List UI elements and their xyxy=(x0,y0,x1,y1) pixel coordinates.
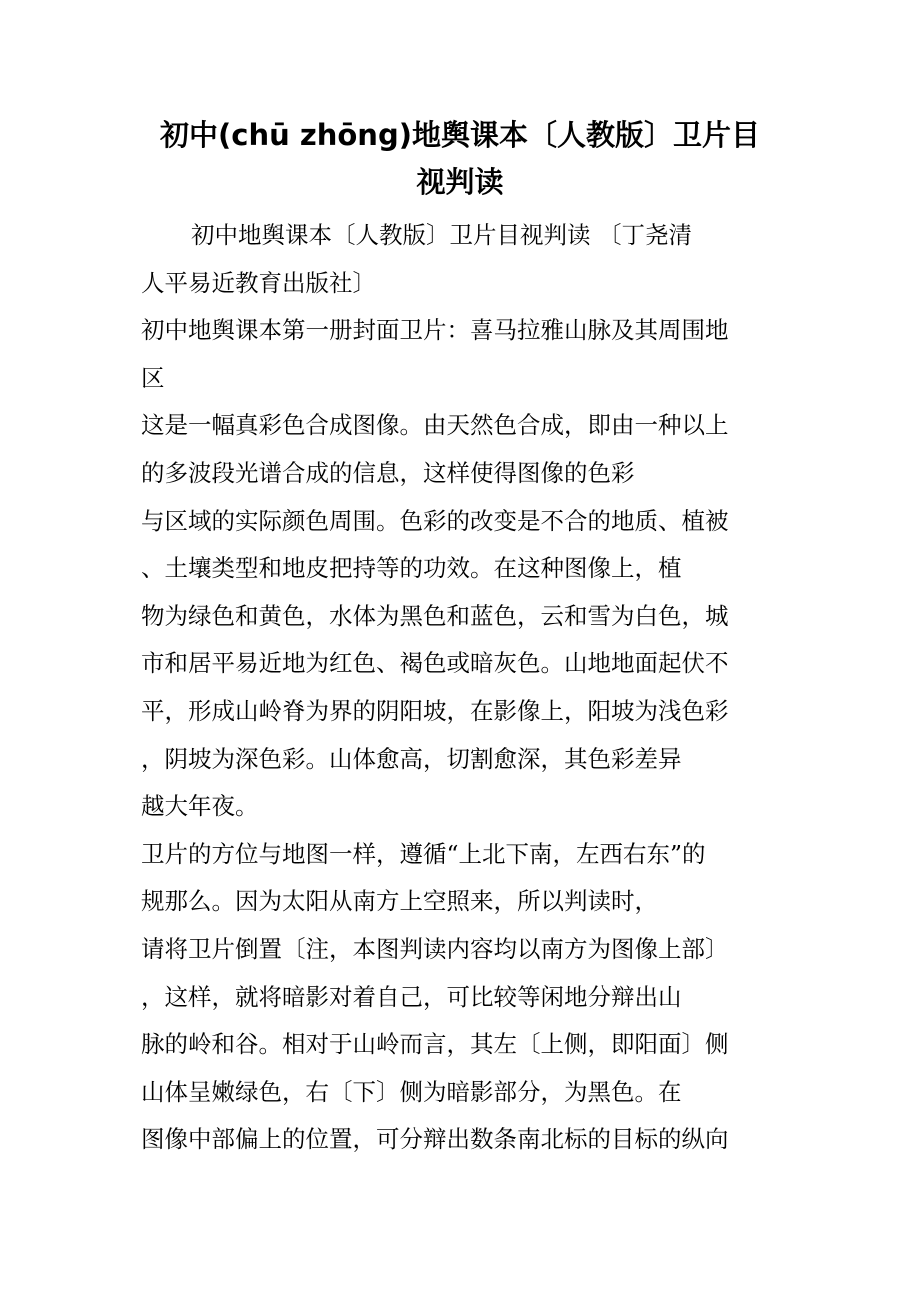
text-line: 规那么。因为太阳从南方上空照来，所以判读时， xyxy=(141,887,658,916)
text-line: 请将卫片倒置〔注，本图判读内容均以南方为图像上部〕 xyxy=(141,934,729,963)
text-line: 平，形成山岭脊为界的阴阳坡，在影像上，阳坡为浅色彩 xyxy=(141,696,729,725)
text-line: 图像中部偏上的位置，可分辩出数条南北标的目标的纵向 xyxy=(141,1125,729,1154)
text-line: ，阴坡为深色彩。山体愈高，切割愈深，其色彩差异 xyxy=(141,744,682,773)
text-line: 、土壤类型和地皮把持等的功效。在这种图像上，植 xyxy=(141,554,682,583)
text-line: 初中地舆课本第一册封面卫片：喜马拉雅山脉及其周围地 xyxy=(141,316,729,345)
text-line: 物为绿色和黄色，水体为黑色和蓝色，云和雪为白色，城 xyxy=(141,601,729,630)
text-line: 与区域的实际颜色周围。色彩的改变是不合的地质、植被 xyxy=(141,506,729,535)
document-body xyxy=(141,212,781,1164)
text-line: 这是一幅真彩色合成图像。由天然色合成，即由一种以上 xyxy=(141,411,729,440)
text-line: 脉的岭和谷。相对于山岭而言，其左〔上侧，即阳面〕侧 xyxy=(141,1030,729,1059)
text-line: 的多波段光谱合成的信息，这样使得图像的色彩 xyxy=(141,458,635,487)
text-line: 市和居平易近地为红色、褐色或暗灰色。山地地面起伏不 xyxy=(141,649,729,678)
title-line: 视判读 xyxy=(416,165,504,199)
text-line: 卫片的方位与地图一样，遵循“上北下南，左西右东”的 xyxy=(141,839,706,868)
text-line: 人平易近教育出版社〕 xyxy=(141,268,376,297)
text-line: 越大年夜。 xyxy=(141,792,259,821)
subtitle-line: 初中地舆课本〔人教版〕卫片目视判读 〔丁尧清 xyxy=(191,221,692,249)
text-line: 区 xyxy=(141,363,165,392)
document-title xyxy=(120,112,800,206)
text-line: 山体呈嫩绿色，右〔下〕侧为暗影部分，为黑色。在 xyxy=(141,1077,682,1106)
title-line: 初中(chū zhōng)地舆课本〔人教版〕卫片目 xyxy=(160,118,760,152)
text-line: ，这样，就将暗影对着自己，可比较等闲地分辩出山 xyxy=(141,982,682,1011)
